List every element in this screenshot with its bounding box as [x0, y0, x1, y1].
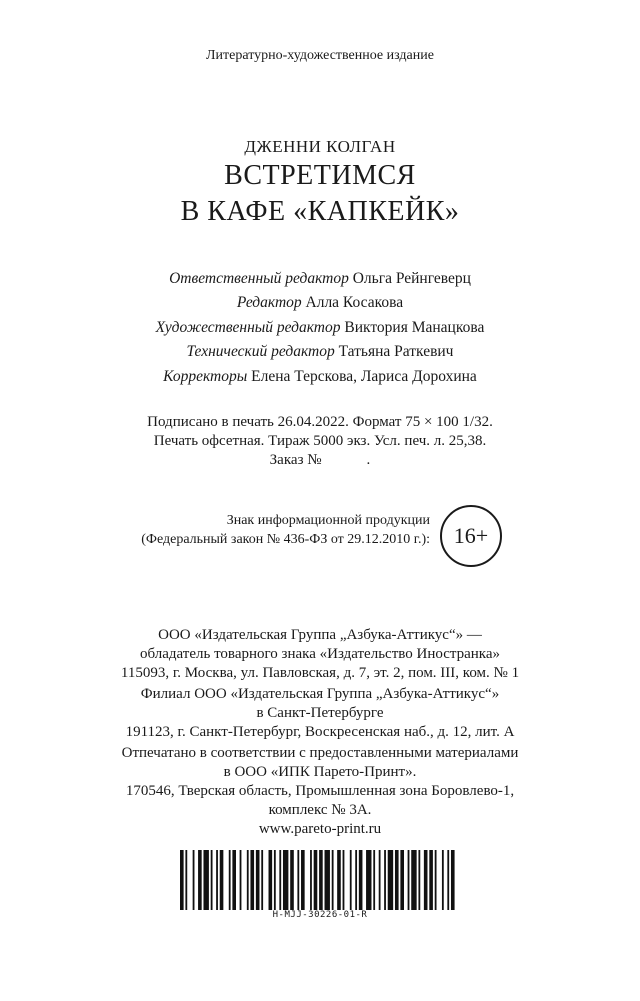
credit-role: Корректоры	[163, 368, 248, 385]
barcode-bar	[279, 850, 281, 910]
barcode-bar	[400, 850, 404, 910]
barcode-bar	[442, 850, 444, 910]
barcode-bar	[350, 850, 352, 910]
barcode	[180, 850, 460, 922]
barcode-bar	[261, 850, 263, 910]
credit-editor	[0, 294, 640, 312]
book-title-line2: В КАФЕ «КАПКЕЙК»	[180, 196, 460, 227]
barcode-bar	[429, 850, 433, 910]
barcode-bar	[366, 850, 371, 910]
barcode-bar	[447, 850, 449, 910]
barcode-bar	[332, 850, 334, 910]
publisher-address: 115093, г. Москва, ул. Павловская, д. 7, эт. 2, пом. III, ком. № 1	[120, 665, 520, 681]
barcode-bar	[229, 850, 231, 910]
barcode-bar	[325, 850, 330, 910]
credit-name: Виктория Манацкова	[344, 319, 485, 336]
barcode-bar	[451, 850, 455, 910]
info-label-line1: Знак информационной продукции	[226, 513, 430, 528]
barcode-bar	[310, 850, 312, 910]
credit-role: Технический редактор	[186, 343, 335, 360]
barcode-bar	[411, 850, 416, 910]
branch-line1: Филиал ООО «Издательская Группа „Азбука-Аттикус“»	[140, 686, 500, 702]
barcode-bar	[384, 850, 386, 910]
info-label-line2: (Федеральный закон № 436-ФЗ от 29.12.2010 г.):	[141, 532, 430, 547]
publisher-line1: ООО «Издательская Группа „Азбука-Аттикус“» —	[158, 627, 482, 643]
barcode-bar	[355, 850, 357, 910]
printer-line1: Отпечатано в соответствии с предоставленными материалами	[121, 745, 519, 761]
print-info-line2: Печать офсетная. Тираж 5000 экз. Усл. печ. л. 25,38.	[153, 433, 487, 449]
barcode-bar	[290, 850, 294, 910]
barcode-bar	[297, 850, 299, 910]
barcode-bar	[193, 850, 195, 910]
barcode-bar	[232, 850, 236, 910]
barcode-bar	[301, 850, 305, 910]
barcode-bar	[220, 850, 224, 910]
barcode-bar	[180, 850, 184, 910]
barcode-bar	[359, 850, 363, 910]
book-title-line1: ВСТРЕТИМСЯ	[224, 160, 416, 191]
print-order-number: Заказ № .	[269, 452, 371, 468]
credit-name: Ольга Рейнгеверц	[352, 270, 471, 287]
barcode-bar	[274, 850, 276, 910]
edition-type: Литературно-художественное издание	[206, 48, 434, 63]
age-rating-text: 16+	[453, 523, 489, 548]
credit-proofreaders	[0, 368, 640, 386]
credit-technical-editor	[0, 343, 640, 361]
printer-website: www.pareto-print.ru	[258, 821, 382, 837]
print-info-line1: Подписано в печать 26.04.2022. Формат 75 × 100 1/32.	[147, 414, 493, 430]
barcode-bar	[395, 850, 399, 910]
barcode-bar	[314, 850, 318, 910]
credit-name: Татьяна Раткевич	[338, 343, 454, 360]
barcode-bar	[408, 850, 410, 910]
barcode-bar	[283, 850, 288, 910]
barcode-bar	[373, 850, 375, 910]
barcode-bar	[216, 850, 218, 910]
barcode-bar	[198, 850, 202, 910]
branch-address: 191123, г. Санкт-Петербург, Воскресенская наб., д. 12, лит. А	[125, 724, 515, 740]
barcode-bar	[337, 850, 341, 910]
barcode-bar	[185, 850, 187, 910]
barcode-bar	[240, 850, 242, 910]
barcode-bar	[424, 850, 428, 910]
barcode-bar	[211, 850, 213, 910]
barcode-bars	[180, 850, 460, 910]
printer-address-line1: 170546, Тверская область, Промышленная зона Боровлево-1,	[125, 783, 515, 799]
barcode-bar	[250, 850, 254, 910]
age-rating-badge	[440, 505, 502, 567]
credit-role: Ответственный редактор	[169, 270, 349, 287]
author-name: ДЖЕННИ КОЛГАН	[244, 137, 396, 156]
barcode-bar	[256, 850, 260, 910]
barcode-bar	[343, 850, 345, 910]
branch-line2: в Санкт-Петербурге	[256, 705, 384, 721]
barcode-bar	[379, 850, 381, 910]
credit-art-editor	[0, 319, 640, 337]
barcode-bar	[203, 850, 208, 910]
printer-address-line2: комплекс № 3А.	[268, 802, 372, 818]
credit-name: Алла Косакова	[305, 294, 404, 311]
credit-role: Художественный редактор	[155, 319, 341, 336]
barcode-bar	[388, 850, 393, 910]
printer-line2: в ООО «ИПК Парето-Принт».	[223, 764, 417, 780]
barcode-code: Н-МJJ-30226-01-R	[272, 910, 368, 920]
publisher-line2: обладатель товарного знака «Издательство Иностранка»	[139, 646, 501, 662]
credit-role: Редактор	[236, 294, 302, 311]
credit-name: Елена Терскова, Лариса Дорохина	[251, 368, 477, 385]
barcode-bar	[418, 850, 420, 910]
barcode-bar	[319, 850, 323, 910]
credit-executive-editor	[0, 270, 640, 288]
barcode-bar	[247, 850, 249, 910]
barcode-bar	[269, 850, 273, 910]
barcode-bar	[435, 850, 437, 910]
